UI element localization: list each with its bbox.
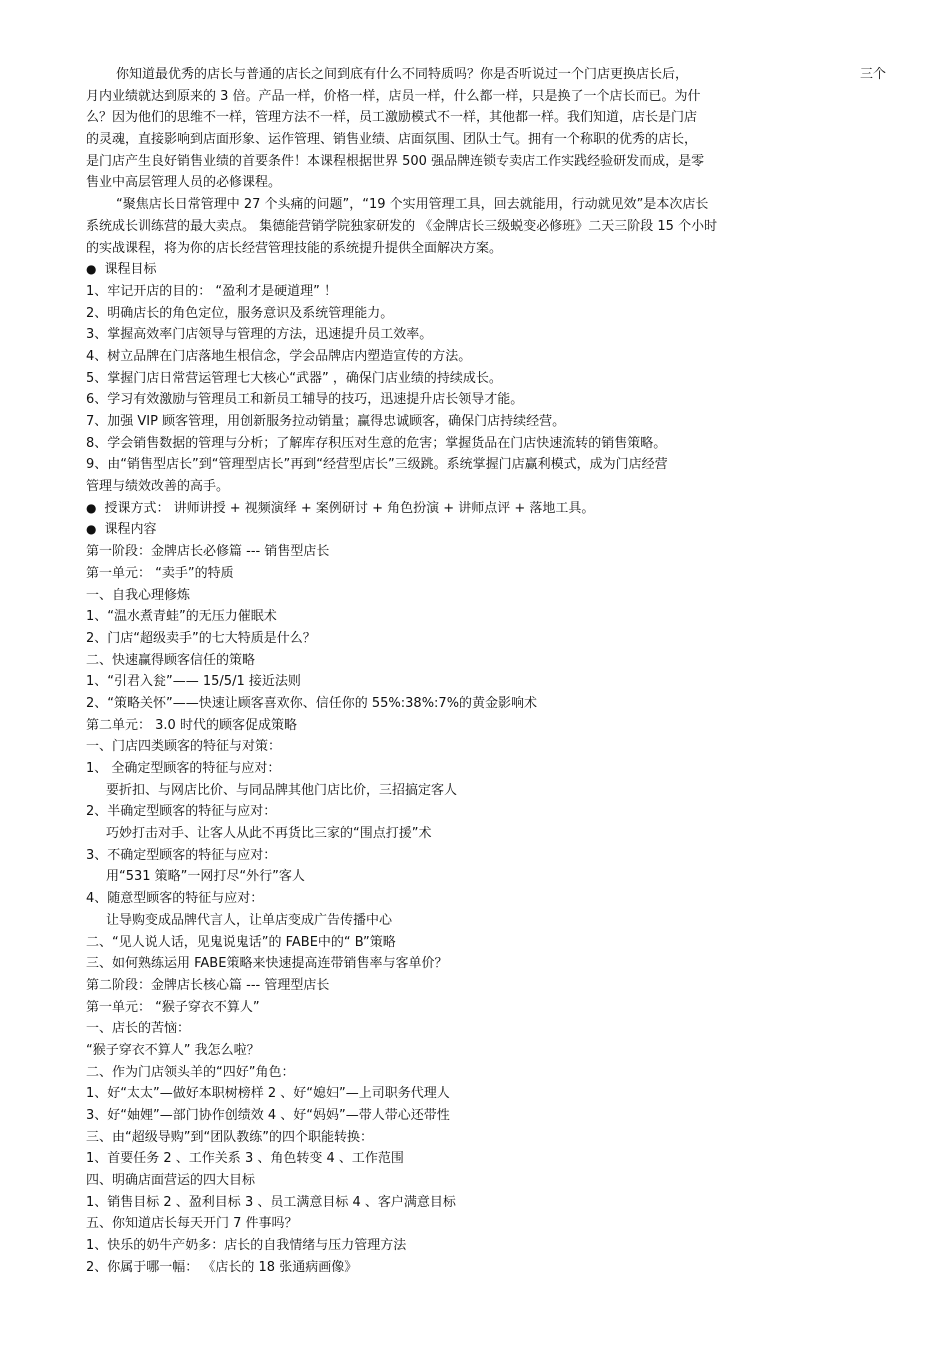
goal-item: 7、加强 VIP 顾客管理，用创新服务拉动销量；赢得忠诚顾客，确保门店持续经营。 [86, 414, 566, 429]
content-item: 1、好“太太”—做好本职树榜样 2 、好“媳妇”—上司职务代理人 [86, 1086, 450, 1102]
intro-line-2: 月内业绩就达到原来的 3 倍。产品一样，价格一样，店员一样，什么都一样，只是换了一个店长而已。为什 [86, 88, 701, 104]
content-item: 1、“温水煮青蛙”的无压力催眠术 [86, 609, 277, 625]
content-item: 3、不确定型顾客的特征与应对： [86, 847, 277, 863]
content-item: 2、半确定型顾客的特征与应对： [86, 804, 277, 820]
unit-title: 第一单元： “猴子穿衣不算人” [86, 999, 260, 1015]
section-title: 三、由“超级导购”到“团队教练”的四个职能转换： [86, 1129, 373, 1145]
goal-item: 3、掌握高效率门店领导与管理的方法，迅速提升员工效率。 [86, 327, 433, 343]
section-title: 一、店长的苦恼： [86, 1021, 191, 1037]
intro-line-8: 系统成长训练营的最大卖点。 集德能营销学院独家研发的 《金牌店长三级蜕变必修班》二天三阶段 15 个小时 [86, 218, 718, 234]
section-title: 一、自我心理修炼 [86, 587, 191, 603]
section-title: 五、你知道店长每天开门 7 件事吗？ [86, 1216, 298, 1232]
intro-line-1-tail: 三个 [859, 67, 886, 82]
content-item: 2、门店“超级卖手”的七大特质是什么？ [86, 630, 316, 646]
content-item: 1、首要任务 2 、工作关系 3 、角色转变 4 、工作范围 [86, 1151, 404, 1167]
section-title: 一、门店四类顾客的特征与对策： [86, 739, 282, 755]
intro-line-6: 售业中高层管理人员的必修课程。 [86, 175, 282, 191]
content-item: 1、快乐的奶牛产奶多：店长的自我情绪与压力管理方法 [86, 1238, 407, 1254]
goal-item: 9、由“销售型店长”到“管理型店长”再到“经营型店长”三级跳。系统掌握门店赢利模式，成为门店经营 [86, 457, 668, 473]
content-item: 3、好“妯娌”—部门协作创绩效 4 、好“妈妈”—带人带心还带性 [86, 1108, 450, 1123]
content-item: “猴子穿衣不算人” 我怎么啦？ [86, 1042, 260, 1058]
goal-item: 管理与绩效改善的高手。 [86, 479, 230, 495]
content-item: 1、 全确定型顾客的特征与应对： [86, 761, 281, 776]
content-item: 2、你属于哪一幅： 《店长的 18 张通病画像》 [86, 1259, 358, 1275]
intro-line-3: 么？因为他们的思维不一样，管理方法不一样，员工激励模式不一样，其他都一样。我们知道，店长是门店 [86, 110, 698, 126]
content-item: 1、销售目标 2 、盈利目标 3 、员工满意目标 4 、客户满意目标 [86, 1194, 456, 1210]
goal-item: 4、树立品牌在门店落地生根信念，学会品牌店内塑造宣传的方法。 [86, 348, 472, 364]
intro-line-5: 是门店产生良好销售业绩的首要条件！本课程根据世界 500 强品牌连锁专卖店工作实践经验研发而成，是零 [86, 153, 705, 169]
teaching-method: ● 授课方式： 讲师讲授 + 视频演绎 + 案例研讨 + 角色扮演 + 讲师点评 + 落地工具。 [86, 498, 886, 520]
content-detail: 巧妙打击对手、让客人从此不再货比三家的“围点打援”术 [106, 826, 432, 842]
stage-title: 第一阶段：金牌店长必修篇 --- 销售型店长 [86, 544, 330, 560]
section-title: 四、明确店面营运的四大目标 [86, 1173, 256, 1189]
content-heading: ● 课程内容 [86, 519, 886, 541]
document-page [86, 64, 886, 1279]
goal-item: 2、明确店长的角色定位，服务意识及系统管理能力。 [86, 305, 394, 321]
intro-line-7: “聚焦店长日常管理中 27 个头痛的问题”，“19 个实用管理工具，回去就能用，行动就见效”是本次店长 [116, 197, 709, 213]
section-title: 二、作为门店领头羊的“四好”角色： [86, 1064, 295, 1080]
intro-line-1: 你知道最优秀的店长与普通的店长之间到底有什么不同特质吗？你是否听说过一个门店更换店长后， 三个 [86, 64, 886, 86]
content-detail: 用“531 策略”一网打尽“外行”客人 [106, 869, 305, 885]
goal-item: 8、学会销售数据的管理与分析；了解库存积压对生意的危害；掌握货品在门店快速流转的销售策略。 [86, 435, 667, 451]
unit-title: 第一单元： “卖手”的特质 [86, 565, 234, 581]
section-title: 二、“见人说人话，见鬼说鬼话”的 FABE中的“ B”策略 [86, 934, 396, 950]
section-title: 三、如何熟练运用 FABE策略来快速提高连带销售率与客单价？ [86, 956, 448, 972]
stage-title: 第二阶段：金牌店长核心篇 --- 管理型店长 [86, 977, 330, 993]
content-item: 1、“引君入瓮”—— 15/5/1 接近法则 [86, 674, 301, 690]
goals-heading: ● 课程目标 [86, 259, 886, 281]
goal-item: 6、学习有效激励与管理员工和新员工辅导的技巧，迅速提升店长领导才能。 [86, 392, 524, 408]
content-item: 2、“策略关怀”——快速让顾客喜欢你、信任你的 55%:38%:7%的黄金影响术 [86, 695, 538, 711]
content-detail: 要折扣、与网店比价、与同品牌其他门店比价，三招搞定客人 [106, 782, 458, 798]
goal-item: 1、牢记开店的目的： “盈利才是硬道理” ！ [86, 283, 338, 299]
intro-line-4: 的灵魂，直接影响到店面形象、运作管理、销售业绩、店面氛围、团队士气。拥有一个称职的优秀的店长， [86, 132, 698, 148]
content-detail: 让导购变成品牌代言人，让单店变成广告传播中心 [106, 912, 393, 928]
section-title: 二、快速赢得顾客信任的策略 [86, 652, 256, 668]
intro-line-9: 的实战课程，将为你的店长经营管理技能的系统提升提供全面解决方案。 [86, 240, 503, 256]
content-item: 4、随意型顾客的特征与应对： [86, 891, 264, 907]
goal-item: 5、掌握门店日常营运管理七大核心“武器” ，确保门店业绩的持续成长。 [86, 370, 502, 386]
unit-title: 第二单元： 3.0 时代的顾客促成策略 [86, 717, 297, 733]
